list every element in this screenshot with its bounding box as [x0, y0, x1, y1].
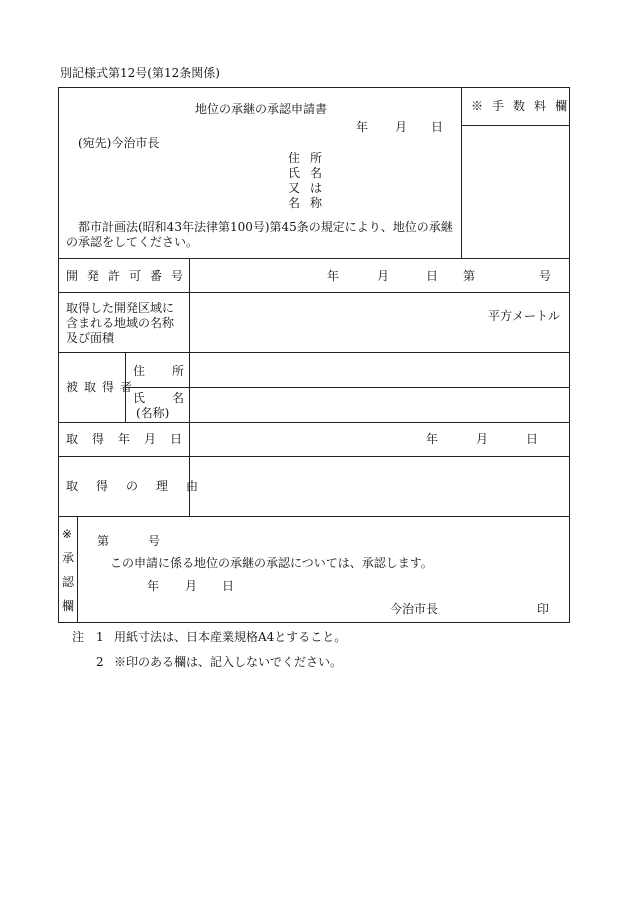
- row-divider-4: [58, 422, 570, 423]
- permit-year: 年: [327, 269, 340, 283]
- acquisition-month: 月: [476, 432, 489, 446]
- note-1-number: 1: [96, 630, 104, 644]
- app-date-day: 日: [431, 120, 444, 134]
- permit-month: 月: [377, 269, 390, 283]
- notes-prefix: 注: [72, 630, 85, 644]
- approval-text: この申請に係る地位の承継の承認については、承認します。: [110, 556, 433, 570]
- transferor-name-label-2: 名: [172, 391, 185, 405]
- acquisition-day: 日: [526, 432, 539, 446]
- note-2-text: ※印のある欄は、記入しないでください。: [114, 655, 343, 669]
- area-label-line-1: 取得した開発区域に: [66, 301, 175, 315]
- application-body-line-1: 都市計画法(昭和43年法律第100号)第45条の規定により、地位の承継: [78, 220, 453, 234]
- area-label-line-3: 及び面積: [66, 331, 115, 345]
- acquisition-reason-label: 取得の理由: [66, 479, 217, 493]
- transferor-label: 被取得者: [66, 380, 139, 394]
- transferor-address-label-2: 所: [172, 364, 185, 378]
- area-label-line-2: 含まれる地域の名称: [66, 316, 175, 330]
- seal-mark: 印: [537, 602, 550, 616]
- approval-side-char-2: 認: [62, 575, 75, 589]
- row-divider-6: [58, 516, 570, 517]
- label-column-divider: [189, 258, 190, 516]
- applicant-or-label-2: は: [310, 181, 323, 195]
- fee-column-header: ※手数料欄: [471, 99, 577, 113]
- approval-day: 日: [222, 579, 235, 593]
- row-divider-transferor: [125, 387, 570, 388]
- permit-day: 日: [426, 269, 439, 283]
- permit-dai: 第: [463, 269, 476, 283]
- transferor-address-label-1: 住: [133, 364, 146, 378]
- transferor-name-label-1: 氏: [133, 391, 146, 405]
- approval-mayor: 今治市長: [390, 602, 439, 616]
- app-date-month: 月: [395, 120, 408, 134]
- permit-number-label: 開発許可番号: [66, 269, 193, 283]
- app-date-year: 年: [356, 120, 369, 134]
- approval-side-char-1: 承: [62, 551, 75, 565]
- note-2-number: 2: [96, 655, 104, 669]
- approval-dai: 第: [97, 534, 110, 548]
- row-divider-2: [58, 292, 570, 293]
- permit-go: 号: [539, 269, 552, 283]
- approval-month: 月: [185, 579, 198, 593]
- applicant-address-label-1: 住: [288, 151, 301, 165]
- fee-column-divider: [461, 87, 462, 259]
- note-1-text: 用紙寸法は、日本産業規格A4とすること。: [114, 630, 347, 644]
- acquisition-date-label: 取得年月日: [66, 432, 197, 446]
- approval-go: 号: [148, 534, 161, 548]
- approval-side-mark: ※: [62, 527, 73, 541]
- row-divider-5: [58, 456, 570, 457]
- approval-side-char-3: 欄: [62, 599, 75, 613]
- fee-header-divider: [461, 125, 570, 126]
- transferor-title-label: (名称): [136, 406, 170, 420]
- approval-year: 年: [147, 579, 160, 593]
- acquisition-year: 年: [426, 432, 439, 446]
- applicant-name-label-1: 氏: [288, 166, 301, 180]
- addressee: (宛先)今治市長: [78, 136, 160, 150]
- applicant-or-label-1: 又: [288, 181, 301, 195]
- applicant-title-label-1: 名: [288, 196, 301, 210]
- application-title: 地位の承継の承認申請書: [195, 102, 328, 116]
- row-divider-3: [58, 352, 570, 353]
- area-unit: 平方メートル: [488, 309, 561, 323]
- application-body-line-2: の承認をしてください。: [66, 235, 199, 249]
- applicant-name-label-2: 名: [310, 166, 323, 180]
- approval-side-divider: [77, 516, 78, 623]
- form-number-label: 別記様式第12号(第12条関係): [60, 66, 220, 80]
- applicant-title-label-2: 称: [310, 196, 323, 210]
- row-divider-1: [58, 258, 570, 259]
- applicant-address-label-2: 所: [310, 151, 323, 165]
